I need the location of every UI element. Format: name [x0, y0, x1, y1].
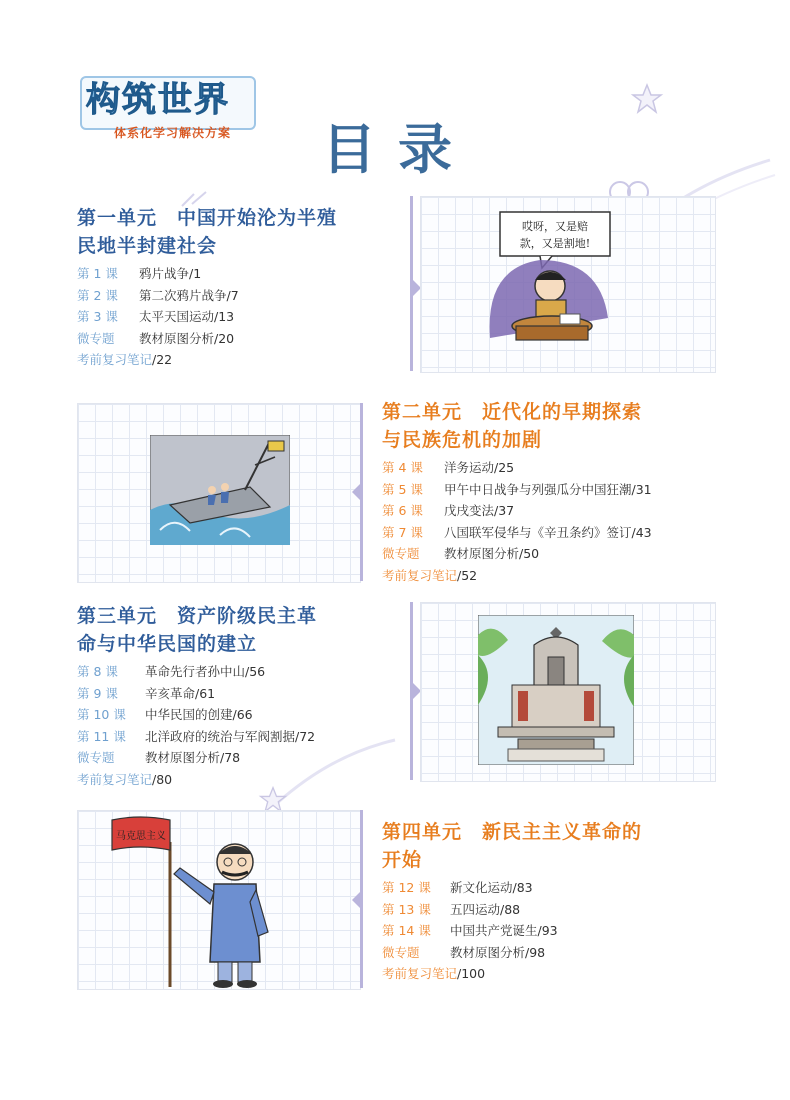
lesson-title: 教材原图分析/98	[450, 944, 546, 960]
lesson-entry[interactable]	[77, 769, 407, 791]
lesson-label: 第 7 课	[382, 524, 423, 540]
pointer-arrow-icon	[352, 484, 360, 500]
unit-title-line: 第三单元 资产阶级民主革	[77, 605, 318, 627]
lesson-entry[interactable]	[382, 920, 722, 942]
lesson-label: 微专题	[77, 750, 115, 765]
lesson-entry[interactable]	[77, 661, 407, 683]
lesson-entry[interactable]	[382, 942, 722, 964]
lesson-title: /80	[152, 771, 173, 787]
lesson-entry[interactable]	[382, 565, 722, 587]
unit-title-line: 开始	[382, 849, 423, 871]
unit-1-title[interactable]	[77, 204, 407, 260]
lesson-label: 第 8 课	[77, 664, 118, 679]
lesson-title: 新文化运动/83	[450, 880, 533, 895]
unit-2-lessons	[382, 457, 722, 586]
lesson-entry[interactable]	[77, 704, 407, 726]
lesson-entry[interactable]	[382, 963, 722, 985]
lesson-entry[interactable]	[77, 306, 397, 328]
lesson-title: 中国共产党诞生/93	[450, 923, 558, 938]
lesson-label: 第 9 课	[77, 685, 118, 701]
lesson-title: 太平天国运动/13	[139, 309, 235, 324]
unit-title-line: 与民族危机的加剧	[382, 429, 543, 451]
lesson-entry[interactable]	[77, 349, 397, 371]
scholar-with-flag-illustration	[110, 812, 300, 990]
lesson-title: 八国联军侵华与《辛丑条约》签订/43	[444, 524, 652, 540]
unit-3-title[interactable]	[77, 602, 407, 658]
lesson-label: 第 5 课	[382, 481, 423, 497]
speech-line: 哎呀，又是赔	[522, 220, 588, 233]
lesson-title: 洋务运动/25	[444, 460, 515, 475]
unit-4-title[interactable]	[382, 818, 722, 874]
sinking-warship-illustration	[150, 435, 290, 545]
lesson-entry[interactable]	[382, 500, 722, 522]
lesson-label: 考前复习笔记	[382, 567, 458, 583]
lesson-label: 第 13 课	[382, 901, 431, 917]
unit-2-title[interactable]	[382, 398, 722, 454]
page-title: 目录	[322, 117, 474, 181]
lesson-entry[interactable]	[382, 479, 722, 501]
unit-1-lessons	[77, 263, 397, 371]
lesson-title: 教材原图分析/20	[139, 330, 235, 346]
logo-subtitle: 体系化学习解决方案	[114, 126, 232, 140]
lesson-title: /52	[457, 567, 478, 583]
unit-title-line: 民地半封建社会	[77, 235, 218, 257]
brand-logo	[80, 76, 252, 142]
lesson-title: 第二次鸦片战争/7	[139, 287, 239, 303]
divider-line	[360, 403, 363, 581]
lesson-label: 第 2 课	[77, 287, 118, 303]
flag-text: 马克思主义	[116, 831, 166, 842]
pointer-arrow-icon	[352, 892, 360, 908]
lesson-title: 甲午中日战争与列强瓜分中国狂潮/31	[444, 481, 652, 497]
emperor-illustration	[480, 208, 620, 348]
lesson-title: 教材原图分析/50	[444, 546, 540, 561]
lesson-entry[interactable]	[382, 543, 722, 565]
unit-title-line: 第四单元 新民主主义革命的	[382, 821, 643, 843]
star-icon	[630, 82, 664, 116]
lesson-label: 考前复习笔记	[77, 771, 153, 787]
lesson-label: 考前复习笔记	[382, 966, 458, 981]
lesson-entry[interactable]	[77, 747, 407, 769]
lesson-entry[interactable]	[77, 726, 407, 748]
lesson-entry[interactable]	[77, 328, 397, 350]
lesson-title: 教材原图分析/78	[145, 750, 241, 765]
lesson-label: 第 3 课	[77, 309, 118, 324]
lesson-entry[interactable]	[382, 522, 722, 544]
lesson-title: 戊戌变法/37	[444, 503, 515, 518]
lesson-title: 鸦片战争/1	[139, 266, 202, 281]
lesson-label: 微专题	[382, 944, 420, 960]
lesson-title: 北洋政府的统治与军阀割据/72	[145, 728, 316, 744]
lesson-label: 微专题	[77, 330, 115, 346]
lesson-label: 第 14 课	[382, 923, 431, 938]
lesson-title: 中华民国的创建/66	[145, 707, 253, 722]
lesson-entry[interactable]	[77, 285, 397, 307]
lesson-label: 第 12 课	[382, 880, 431, 895]
lesson-entry[interactable]	[77, 263, 397, 285]
logo-title: 构筑世界	[86, 80, 230, 120]
lesson-title: 五四运动/88	[450, 901, 521, 917]
lesson-label: 第 11 课	[77, 728, 126, 744]
lesson-entry[interactable]	[382, 457, 722, 479]
lesson-title: /22	[152, 352, 173, 367]
divider-line	[360, 810, 363, 988]
lesson-title: /100	[457, 966, 486, 981]
lesson-entry[interactable]	[77, 683, 407, 705]
lesson-label: 第 1 课	[77, 266, 118, 281]
lesson-label: 第 10 课	[77, 707, 126, 722]
unit-4-lessons	[382, 877, 722, 985]
lesson-title: 辛亥革命/61	[145, 685, 216, 701]
unit-title-line: 第一单元 中国开始沦为半殖	[77, 207, 338, 229]
lesson-label: 微专题	[382, 546, 420, 561]
lesson-entry[interactable]	[382, 899, 722, 921]
lesson-label: 第 6 课	[382, 503, 423, 518]
speech-line: 款，又是割地!	[519, 237, 591, 250]
lesson-label: 第 4 课	[382, 460, 423, 475]
lesson-label: 考前复习笔记	[77, 352, 153, 367]
unit-3-lessons	[77, 661, 407, 790]
memorial-illustration	[478, 615, 634, 765]
unit-title-line: 第二单元 近代化的早期探索	[382, 401, 643, 423]
lesson-entry[interactable]	[382, 877, 722, 899]
lesson-title: 革命先行者孙中山/56	[145, 664, 266, 679]
unit-title-line: 命与中华民国的建立	[77, 633, 258, 655]
